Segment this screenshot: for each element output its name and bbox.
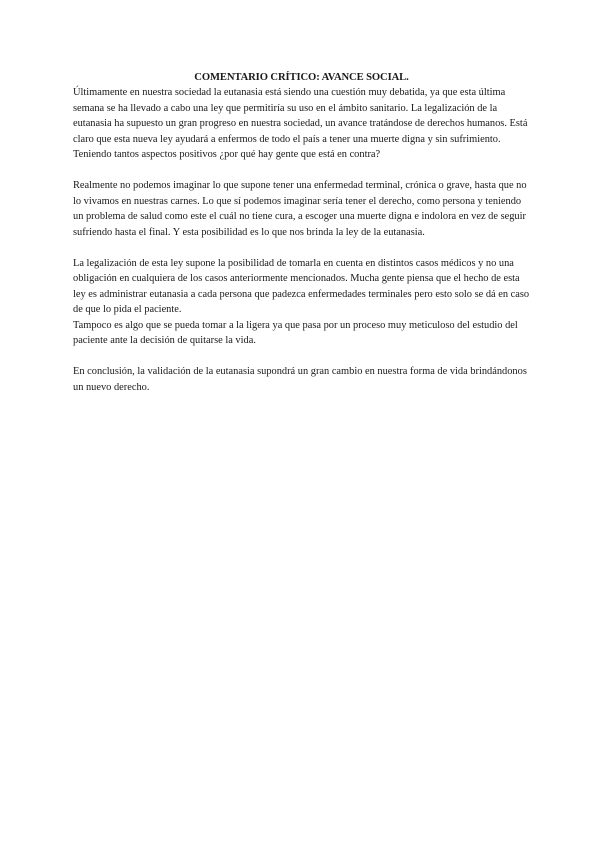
document-body (73, 71, 530, 395)
paragraph-process: Tampoco es algo que se pueda tomar a la ligera ya que pasa por un proceso muy meticuloso del estudio del paciente ante la decisión de quitarse la vida. (73, 319, 518, 346)
paragraph-intro: Últimamente en nuestra sociedad la eutanasia está siendo una cuestión muy debatida, ya que esta última semana se ha llevado a cabo una ley que permitiría su uso en el ámbito sanitario. La legalización de la eutanasia ha supuesto un gran progreso en nuestra sociedad, un avance tratándose de derechos humanos. Está claro que esta nueva ley ayudará a enfermos de todo el país a tener una muerte digna y sin sufrimiento. Teniendo tantos aspectos positivos ¿por qué hay gente que está en contra? (73, 87, 528, 160)
document-title: COMENTARIO CRÍTICO: AVANCE SOCIAL. (194, 72, 409, 83)
paragraph-legalization: La legalización de esta ley supone la posibilidad de tomarla en cuenta en distintos casos médicos y no una obligación en cualquiera de los casos anteriormente mencionados. Mucha gente piensa que el hecho de esta ley es administrar eutanasia a cada persona que padezca enfermedades terminales pero esto solo se dá en caso de que lo pida el paciente. (73, 257, 530, 315)
paragraph-spacer (73, 163, 530, 179)
paragraph-argument: Realmente no podemos imaginar lo que supone tener una enfermedad terminal, crónica o grave, hasta que no lo vivamos en nuestras carnes. Lo que sí podemos imaginar sería tener el derecho, como persona y teniendo un problema de salud como este el cuál no tiene cura, a escoger una muerte digna e indolora en vez de seguir sufriendo hasta el final. Y esta posibilidad es lo que nos brinda la ley de la eutanasia. (73, 180, 527, 238)
paragraph-spacer (73, 240, 530, 256)
paragraph-spacer (73, 349, 530, 365)
paragraph-conclusion: En conclusión, la validación de la eutanasia supondrá un gran cambio en nuestra forma de vida brindándonos un nuevo derecho. (73, 366, 527, 393)
